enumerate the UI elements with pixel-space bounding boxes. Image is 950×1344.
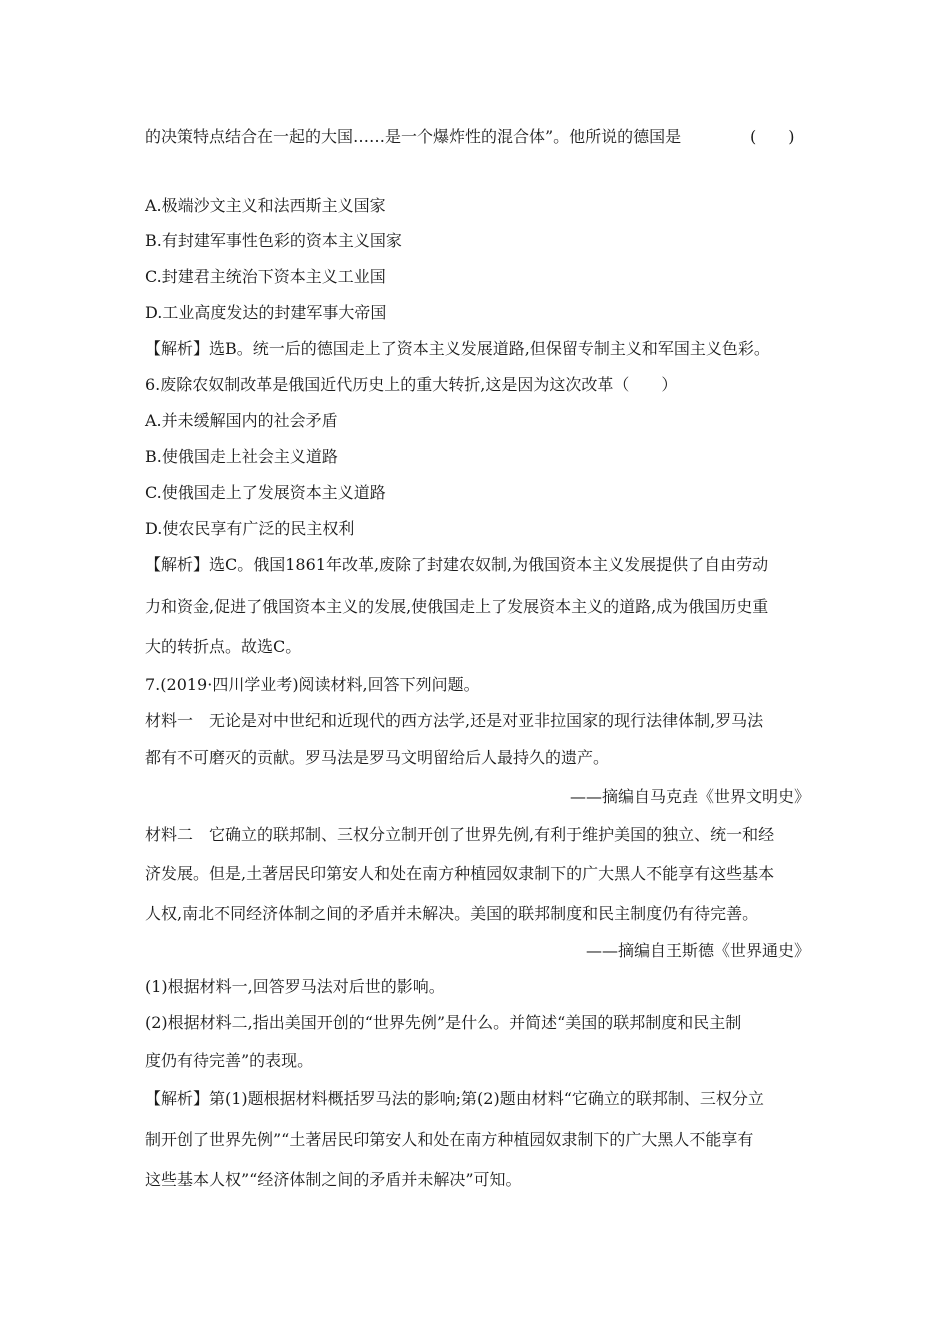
q7-stem: 7.(2019·四川学业考)阅读材料,回答下列问题。 (145, 675, 480, 694)
q6-option-d: D.使农民享有广泛的民主权利 (145, 519, 355, 538)
q7-subquestion-1: (1)根据材料一,回答罗马法对后世的影响。 (145, 977, 445, 996)
q7-analysis-line-1: 【解析】第(1)题根据材料概括罗马法的影响;第(2)题由材料“它确立的联邦制、三权分立 (145, 1089, 764, 1108)
q7-material2-line-1: 材料二 它确立的联邦制、三权分立制开创了世界先例,有利于维护美国的独立、统一和经 (145, 825, 775, 844)
q5-option-d: D.工业高度发达的封建军事大帝国 (145, 303, 387, 322)
q7-material1-line-2: 都有不可磨灭的贡献。罗马法是罗马文明留给后人最持久的遗产。 (145, 748, 610, 767)
q7-material1-source: ——摘编自马克垚《世界文明史》 (569, 787, 810, 806)
q5-option-a: A.极端沙文主义和法西斯主义国家 (145, 196, 386, 215)
q5-analysis: 【解析】选B。统一后的德国走上了资本主义发展道路,但保留专制主义和军国主义色彩。 (145, 339, 770, 358)
q7-subquestion-2-line-1: (2)根据材料二,指出美国开创的“世界先例”是什么。并简述“美国的联邦制度和民主制 (145, 1013, 742, 1032)
q7-subquestion-2-line-2: 度仍有待完善”的表现。 (145, 1051, 314, 1070)
q5-option-b: B.有封建军事性色彩的资本主义国家 (145, 231, 402, 250)
q7-material2-line-2: 济发展。但是,土著居民印第安人和处在南方种植园奴隶制下的广大黑人不能享有这些基本 (145, 864, 775, 883)
q7-analysis-line-3: 这些基本人权”“经济体制之间的矛盾并未解决”可知。 (145, 1170, 522, 1189)
q6-analysis-line-1: 【解析】选C。俄国1861年改革,废除了封建农奴制,为俄国资本主义发展提供了自由劳动 (145, 555, 769, 574)
q7-material2-source: ——摘编自王斯德《世界通史》 (585, 941, 810, 960)
q5-answer-paren: ( ) (750, 127, 795, 146)
q6-option-c: C.使俄国走上了发展资本主义道路 (145, 483, 386, 502)
q7-analysis-line-2: 制开创了世界先例”“土著居民印第安人和处在南方种植园奴隶制下的广大黑人不能享有 (145, 1130, 754, 1149)
q6-stem: 6.废除农奴制改革是俄国近代历史上的重大转折,这是因为这次改革（ ） (145, 375, 678, 394)
q6-analysis-line-3: 大的转折点。故选C。 (145, 637, 302, 656)
q5-stem-tail: 的决策特点结合在一起的大国……是一个爆炸性的混合体”。他所说的德国是 (145, 127, 682, 146)
q7-material1-line-1: 材料一 无论是对中世纪和近现代的西方法学,还是对亚非拉国家的现行法律体制,罗马法 (145, 711, 764, 730)
q6-option-b: B.使俄国走上社会主义道路 (145, 447, 338, 466)
q7-material2-line-3: 人权,南北不同经济体制之间的矛盾并未解决。美国的联邦制度和民主制度仍有待完善。 (145, 904, 759, 923)
q5-option-c: C.封建君主统治下资本主义工业国 (145, 267, 386, 286)
q6-option-a: A.并未缓解国内的社会矛盾 (145, 411, 338, 430)
q6-analysis-line-2: 力和资金,促进了俄国资本主义的发展,使俄国走上了发展资本主义的道路,成为俄国历史重 (145, 597, 769, 616)
